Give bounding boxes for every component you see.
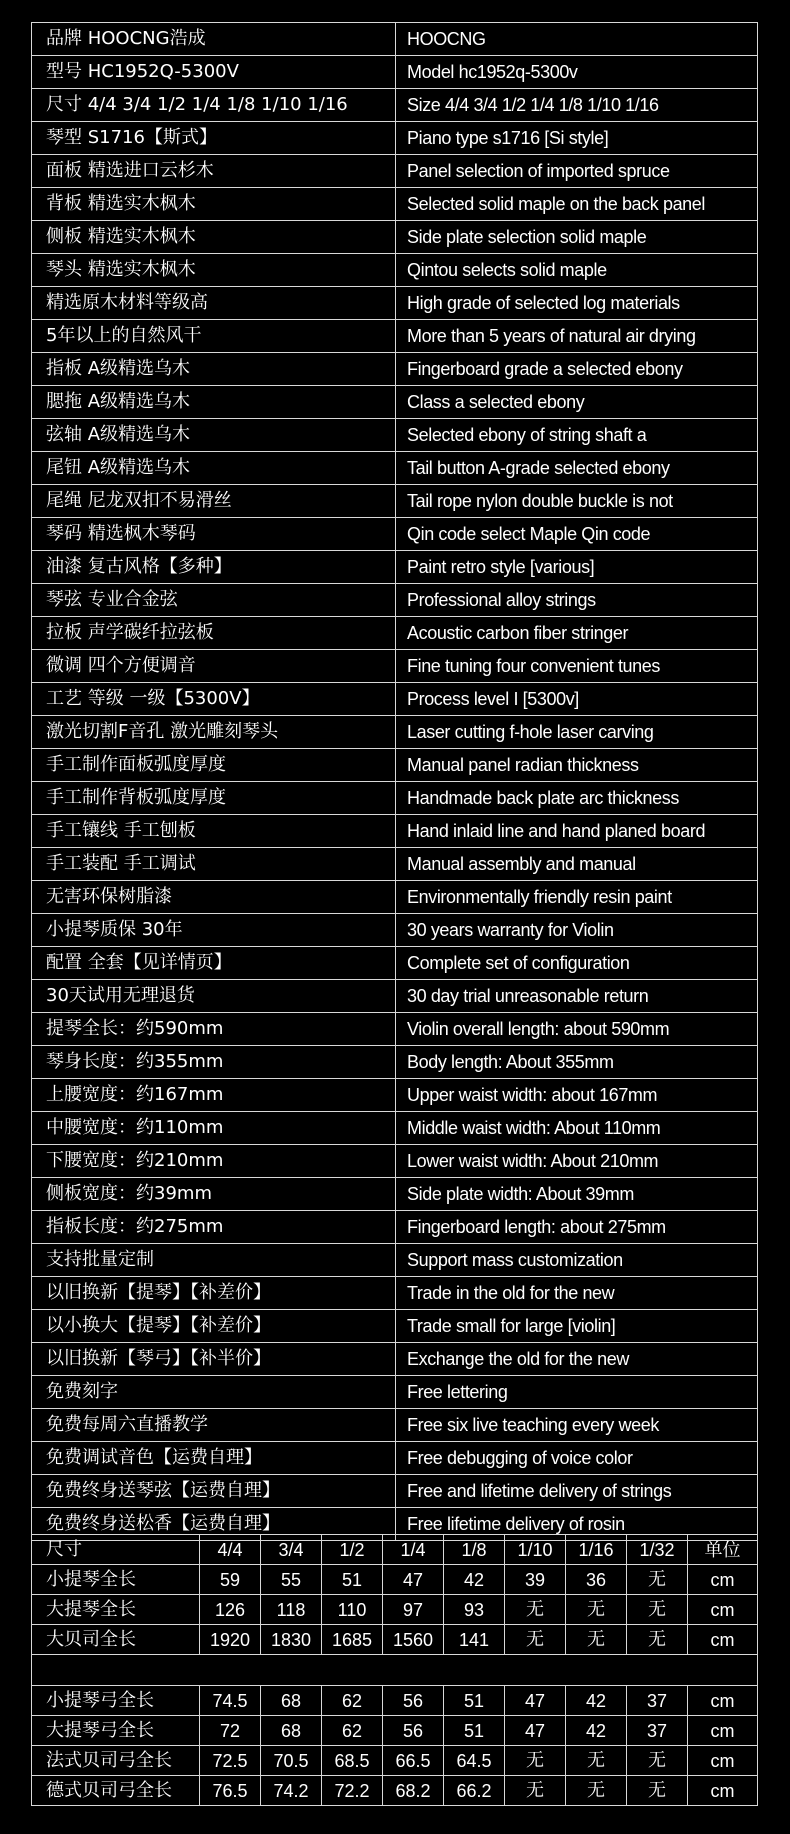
spec-en-cell: Trade in the old for the new bbox=[396, 1277, 758, 1310]
size-cell: 4/4 bbox=[200, 1535, 261, 1565]
spec-row bbox=[32, 1475, 758, 1508]
spec-cn-cell: 琴弦 专业合金弦 bbox=[32, 584, 396, 617]
spec-en-cell: Environmentally friendly resin paint bbox=[396, 881, 758, 914]
spec-row bbox=[32, 419, 758, 452]
spec-en-cell: Model hc1952q-5300v bbox=[396, 56, 758, 89]
spec-cn-cell: 精选原木材料等级高 bbox=[32, 287, 396, 320]
spec-row bbox=[32, 1277, 758, 1310]
spec-table-body bbox=[32, 23, 758, 1541]
spec-row bbox=[32, 683, 758, 716]
size-cell: 141 bbox=[444, 1625, 505, 1655]
spec-row bbox=[32, 452, 758, 485]
size-cell: 51 bbox=[322, 1565, 383, 1595]
spec-cn-cell: 琴型 S1716【斯式】 bbox=[32, 122, 396, 155]
spec-en-cell: Tail rope nylon double buckle is not bbox=[396, 485, 758, 518]
size-cell: 36 bbox=[566, 1565, 627, 1595]
spec-cn-cell: 上腰宽度：约167mm bbox=[32, 1079, 396, 1112]
size-cell: 1/32 bbox=[627, 1535, 688, 1565]
spec-cn-cell: 免费每周六直播教学 bbox=[32, 1409, 396, 1442]
spec-cn-cell: 下腰宽度：约210mm bbox=[32, 1145, 396, 1178]
size-row-label: 大提琴全长 bbox=[32, 1595, 200, 1625]
size-cell: 1920 bbox=[200, 1625, 261, 1655]
spec-row bbox=[32, 1145, 758, 1178]
size-row bbox=[32, 1776, 758, 1806]
size-cell: 118 bbox=[261, 1595, 322, 1625]
size-cell: 3/4 bbox=[261, 1535, 322, 1565]
size-cell: 无 bbox=[627, 1595, 688, 1625]
spec-en-cell: Class a selected ebony bbox=[396, 386, 758, 419]
spec-en-cell: Hand inlaid line and hand planed board bbox=[396, 815, 758, 848]
spec-en-cell: HOOCNG bbox=[396, 23, 758, 56]
spec-row bbox=[32, 518, 758, 551]
size-cell: 59 bbox=[200, 1565, 261, 1595]
spec-row bbox=[32, 617, 758, 650]
spec-row bbox=[32, 287, 758, 320]
size-cell: 无 bbox=[627, 1565, 688, 1595]
size-row-label: 大贝司全长 bbox=[32, 1625, 200, 1655]
spec-en-cell: Side plate selection solid maple bbox=[396, 221, 758, 254]
spec-row bbox=[32, 1244, 758, 1277]
spec-en-cell: 30 day trial unreasonable return bbox=[396, 980, 758, 1013]
size-cell: 无 bbox=[505, 1776, 566, 1806]
size-cell: 37 bbox=[627, 1716, 688, 1746]
size-row-label: 德式贝司弓全长 bbox=[32, 1776, 200, 1806]
spec-row bbox=[32, 1013, 758, 1046]
size-cell: 56 bbox=[383, 1716, 444, 1746]
spec-row bbox=[32, 815, 758, 848]
spec-cn-cell: 免费刻字 bbox=[32, 1376, 396, 1409]
size-cell: 68.5 bbox=[322, 1746, 383, 1776]
size-cell: 47 bbox=[505, 1686, 566, 1716]
spec-en-cell: High grade of selected log materials bbox=[396, 287, 758, 320]
size-cell: 1/10 bbox=[505, 1535, 566, 1565]
spec-row bbox=[32, 1178, 758, 1211]
spec-cn-cell: 5年以上的自然风干 bbox=[32, 320, 396, 353]
size-cell: 74.5 bbox=[200, 1686, 261, 1716]
size-cell: 68.2 bbox=[383, 1776, 444, 1806]
spec-en-cell: Middle waist width: About 110mm bbox=[396, 1112, 758, 1145]
spec-row bbox=[32, 914, 758, 947]
spec-en-cell: Free lettering bbox=[396, 1376, 758, 1409]
size-cell: 无 bbox=[505, 1595, 566, 1625]
size-cell: 93 bbox=[444, 1595, 505, 1625]
size-row-label: 大提琴弓全长 bbox=[32, 1716, 200, 1746]
size-cell: 42 bbox=[444, 1565, 505, 1595]
spec-cn-cell: 指板 A级精选乌木 bbox=[32, 353, 396, 386]
spec-cn-cell: 激光切割F音孔 激光雕刻琴头 bbox=[32, 716, 396, 749]
spec-cn-cell: 背板 精选实木枫木 bbox=[32, 188, 396, 221]
spec-en-cell: Tail button A-grade selected ebony bbox=[396, 452, 758, 485]
spec-cn-cell: 拉板 声学碳纤拉弦板 bbox=[32, 617, 396, 650]
spec-en-cell: 30 years warranty for Violin bbox=[396, 914, 758, 947]
spec-en-cell: Process level I [5300v] bbox=[396, 683, 758, 716]
spec-en-cell: Handmade back plate arc thickness bbox=[396, 782, 758, 815]
spec-cn-cell: 无害环保树脂漆 bbox=[32, 881, 396, 914]
spec-row bbox=[32, 650, 758, 683]
spec-row bbox=[32, 122, 758, 155]
spec-en-cell: Free six live teaching every week bbox=[396, 1409, 758, 1442]
spec-row bbox=[32, 716, 758, 749]
spec-row bbox=[32, 848, 758, 881]
size-header-row bbox=[32, 1535, 758, 1565]
spec-cn-cell: 以旧换新【琴弓】【补半价】 bbox=[32, 1343, 396, 1376]
spec-en-cell: Exchange the old for the new bbox=[396, 1343, 758, 1376]
size-cell: 无 bbox=[627, 1625, 688, 1655]
size-cell: 74.2 bbox=[261, 1776, 322, 1806]
spec-en-cell: Free lifetime delivery of rosin bbox=[396, 1508, 758, 1541]
size-cell: 1685 bbox=[322, 1625, 383, 1655]
spec-row bbox=[32, 1343, 758, 1376]
size-cell: cm bbox=[688, 1716, 758, 1746]
size-row bbox=[32, 1716, 758, 1746]
spec-cn-cell: 手工镶线 手工刨板 bbox=[32, 815, 396, 848]
size-cell: 72 bbox=[200, 1716, 261, 1746]
spec-row bbox=[32, 584, 758, 617]
spec-cn-cell: 尾钮 A级精选乌木 bbox=[32, 452, 396, 485]
spec-row bbox=[32, 1376, 758, 1409]
spec-en-cell: Qin code select Maple Qin code bbox=[396, 518, 758, 551]
size-cell: 1/8 bbox=[444, 1535, 505, 1565]
size-cell: 47 bbox=[383, 1565, 444, 1595]
size-cell: 68 bbox=[261, 1716, 322, 1746]
size-row-label: 法式贝司弓全长 bbox=[32, 1746, 200, 1776]
size-cell: 76.5 bbox=[200, 1776, 261, 1806]
size-cell: 68 bbox=[261, 1686, 322, 1716]
size-cell: 无 bbox=[566, 1595, 627, 1625]
size-table-body bbox=[32, 1535, 758, 1806]
size-cell: 无 bbox=[566, 1746, 627, 1776]
spec-cn-cell: 琴码 精选枫木琴码 bbox=[32, 518, 396, 551]
spec-en-cell: Fine tuning four convenient tunes bbox=[396, 650, 758, 683]
size-row bbox=[32, 1625, 758, 1655]
spec-cn-cell: 尺寸 4/4 3/4 1/2 1/4 1/8 1/10 1/16 bbox=[32, 89, 396, 122]
size-row bbox=[32, 1565, 758, 1595]
spec-cn-cell: 30天试用无理退货 bbox=[32, 980, 396, 1013]
spec-en-cell: Panel selection of imported spruce bbox=[396, 155, 758, 188]
size-cell: 1830 bbox=[261, 1625, 322, 1655]
spec-cn-cell: 品牌 HOOCNG浩成 bbox=[32, 23, 396, 56]
spec-cn-cell: 侧板 精选实木枫木 bbox=[32, 221, 396, 254]
size-cell: 62 bbox=[322, 1686, 383, 1716]
spec-cn-cell: 工艺 等级 一级【5300V】 bbox=[32, 683, 396, 716]
spec-cn-cell: 手工装配 手工调试 bbox=[32, 848, 396, 881]
size-row-label: 尺寸 bbox=[32, 1535, 200, 1565]
spec-en-cell: Piano type s1716 [Si style] bbox=[396, 122, 758, 155]
spec-cn-cell: 尾绳 尼龙双扣不易滑丝 bbox=[32, 485, 396, 518]
size-cell: 66.5 bbox=[383, 1746, 444, 1776]
spec-en-cell: Manual panel radian thickness bbox=[396, 749, 758, 782]
spec-cn-cell: 中腰宽度：约110mm bbox=[32, 1112, 396, 1145]
spec-en-cell: Fingerboard grade a selected ebony bbox=[396, 353, 758, 386]
spec-row bbox=[32, 1409, 758, 1442]
spec-cn-cell: 型号 HC1952Q-5300V bbox=[32, 56, 396, 89]
spec-row bbox=[32, 56, 758, 89]
spec-cn-cell: 以旧换新【提琴】【补差价】 bbox=[32, 1277, 396, 1310]
spec-en-cell: Size 4/4 3/4 1/2 1/4 1/8 1/10 1/16 bbox=[396, 89, 758, 122]
spec-cn-cell: 免费终身送松香【运费自理】 bbox=[32, 1508, 396, 1541]
spec-row bbox=[32, 881, 758, 914]
spec-table bbox=[31, 22, 758, 1541]
spec-en-cell: Free and lifetime delivery of strings bbox=[396, 1475, 758, 1508]
size-divider-cell bbox=[32, 1655, 758, 1686]
spec-en-cell: Body length: About 355mm bbox=[396, 1046, 758, 1079]
spec-cn-cell: 弦轴 A级精选乌木 bbox=[32, 419, 396, 452]
spec-cn-cell: 提琴全长：约590mm bbox=[32, 1013, 396, 1046]
spec-row bbox=[32, 485, 758, 518]
spec-row bbox=[32, 89, 758, 122]
size-divider-row bbox=[32, 1655, 758, 1686]
size-cell: cm bbox=[688, 1565, 758, 1595]
size-cell: 72.5 bbox=[200, 1746, 261, 1776]
spec-en-cell: Side plate width: About 39mm bbox=[396, 1178, 758, 1211]
spec-en-cell: Fingerboard length: about 275mm bbox=[396, 1211, 758, 1244]
spec-en-cell: Acoustic carbon fiber stringer bbox=[396, 617, 758, 650]
spec-row bbox=[32, 1310, 758, 1343]
spec-cn-cell: 指板长度：约275mm bbox=[32, 1211, 396, 1244]
size-cell: 1/16 bbox=[566, 1535, 627, 1565]
spec-row bbox=[32, 386, 758, 419]
spec-en-cell: Support mass customization bbox=[396, 1244, 758, 1277]
spec-row bbox=[32, 254, 758, 287]
spec-cn-cell: 以小换大【提琴】【补差价】 bbox=[32, 1310, 396, 1343]
size-cell: 39 bbox=[505, 1565, 566, 1595]
size-cell: cm bbox=[688, 1776, 758, 1806]
size-cell: 无 bbox=[566, 1625, 627, 1655]
size-cell: 42 bbox=[566, 1686, 627, 1716]
spec-cn-cell: 小提琴质保 30年 bbox=[32, 914, 396, 947]
spec-row bbox=[32, 320, 758, 353]
size-cell: 51 bbox=[444, 1686, 505, 1716]
spec-row bbox=[32, 782, 758, 815]
size-cell: cm bbox=[688, 1595, 758, 1625]
size-cell: 无 bbox=[627, 1776, 688, 1806]
spec-row bbox=[32, 188, 758, 221]
size-cell: 47 bbox=[505, 1716, 566, 1746]
spec-row bbox=[32, 947, 758, 980]
size-cell: 1560 bbox=[383, 1625, 444, 1655]
spec-row bbox=[32, 221, 758, 254]
spec-en-cell: Manual assembly and manual bbox=[396, 848, 758, 881]
spec-en-cell: Selected solid maple on the back panel bbox=[396, 188, 758, 221]
spec-en-cell: Lower waist width: About 210mm bbox=[396, 1145, 758, 1178]
size-cell: 97 bbox=[383, 1595, 444, 1625]
spec-row bbox=[32, 23, 758, 56]
size-cell: 62 bbox=[322, 1716, 383, 1746]
size-cell: 126 bbox=[200, 1595, 261, 1625]
size-cell: 42 bbox=[566, 1716, 627, 1746]
spec-cn-cell: 腮拖 A级精选乌木 bbox=[32, 386, 396, 419]
spec-en-cell: Paint retro style [various] bbox=[396, 551, 758, 584]
spec-cn-cell: 油漆 复古风格【多种】 bbox=[32, 551, 396, 584]
size-cell: 1/4 bbox=[383, 1535, 444, 1565]
spec-row bbox=[32, 1079, 758, 1112]
spec-row bbox=[32, 980, 758, 1013]
size-cell: 单位 bbox=[688, 1535, 758, 1565]
spec-row bbox=[32, 353, 758, 386]
size-cell: 66.2 bbox=[444, 1776, 505, 1806]
size-cell: 无 bbox=[627, 1746, 688, 1776]
spec-row bbox=[32, 1112, 758, 1145]
size-row bbox=[32, 1595, 758, 1625]
spec-row bbox=[32, 1046, 758, 1079]
spec-cn-cell: 手工制作面板弧度厚度 bbox=[32, 749, 396, 782]
size-cell: 37 bbox=[627, 1686, 688, 1716]
size-cell: 56 bbox=[383, 1686, 444, 1716]
spec-cn-cell: 配置 全套【见详情页】 bbox=[32, 947, 396, 980]
spec-cn-cell: 免费终身送琴弦【运费自理】 bbox=[32, 1475, 396, 1508]
size-cell: cm bbox=[688, 1625, 758, 1655]
spec-row bbox=[32, 155, 758, 188]
spec-en-cell: More than 5 years of natural air drying bbox=[396, 320, 758, 353]
size-cell: 70.5 bbox=[261, 1746, 322, 1776]
spec-row bbox=[32, 1211, 758, 1244]
size-cell: 无 bbox=[505, 1625, 566, 1655]
spec-en-cell: Upper waist width: about 167mm bbox=[396, 1079, 758, 1112]
size-cell: 无 bbox=[566, 1776, 627, 1806]
spec-cn-cell: 侧板宽度：约39mm bbox=[32, 1178, 396, 1211]
spec-cn-cell: 微调 四个方便调音 bbox=[32, 650, 396, 683]
size-cell: 72.2 bbox=[322, 1776, 383, 1806]
size-row bbox=[32, 1746, 758, 1776]
size-row-label: 小提琴弓全长 bbox=[32, 1686, 200, 1716]
spec-cn-cell: 支持批量定制 bbox=[32, 1244, 396, 1277]
size-row bbox=[32, 1686, 758, 1716]
spec-cn-cell: 琴身长度：约355mm bbox=[32, 1046, 396, 1079]
spec-en-cell: Qintou selects solid maple bbox=[396, 254, 758, 287]
spec-cn-cell: 面板 精选进口云杉木 bbox=[32, 155, 396, 188]
size-cell: 110 bbox=[322, 1595, 383, 1625]
size-cell: 55 bbox=[261, 1565, 322, 1595]
spec-row bbox=[32, 551, 758, 584]
size-cell: 51 bbox=[444, 1716, 505, 1746]
size-cell: 64.5 bbox=[444, 1746, 505, 1776]
size-cell: 1/2 bbox=[322, 1535, 383, 1565]
spec-en-cell: Professional alloy strings bbox=[396, 584, 758, 617]
spec-en-cell: Free debugging of voice color bbox=[396, 1442, 758, 1475]
size-row-label: 小提琴全长 bbox=[32, 1565, 200, 1595]
spec-cn-cell: 琴头 精选实木枫木 bbox=[32, 254, 396, 287]
spec-en-cell: Violin overall length: about 590mm bbox=[396, 1013, 758, 1046]
size-cell: 无 bbox=[505, 1746, 566, 1776]
spec-en-cell: Trade small for large [violin] bbox=[396, 1310, 758, 1343]
size-cell: cm bbox=[688, 1746, 758, 1776]
spec-row bbox=[32, 1442, 758, 1475]
spec-cn-cell: 手工制作背板弧度厚度 bbox=[32, 782, 396, 815]
spec-row bbox=[32, 749, 758, 782]
size-table bbox=[31, 1534, 758, 1806]
spec-cn-cell: 免费调试音色【运费自理】 bbox=[32, 1442, 396, 1475]
spec-en-cell: Complete set of configuration bbox=[396, 947, 758, 980]
spec-en-cell: Laser cutting f-hole laser carving bbox=[396, 716, 758, 749]
spec-en-cell: Selected ebony of string shaft a bbox=[396, 419, 758, 452]
size-cell: cm bbox=[688, 1686, 758, 1716]
